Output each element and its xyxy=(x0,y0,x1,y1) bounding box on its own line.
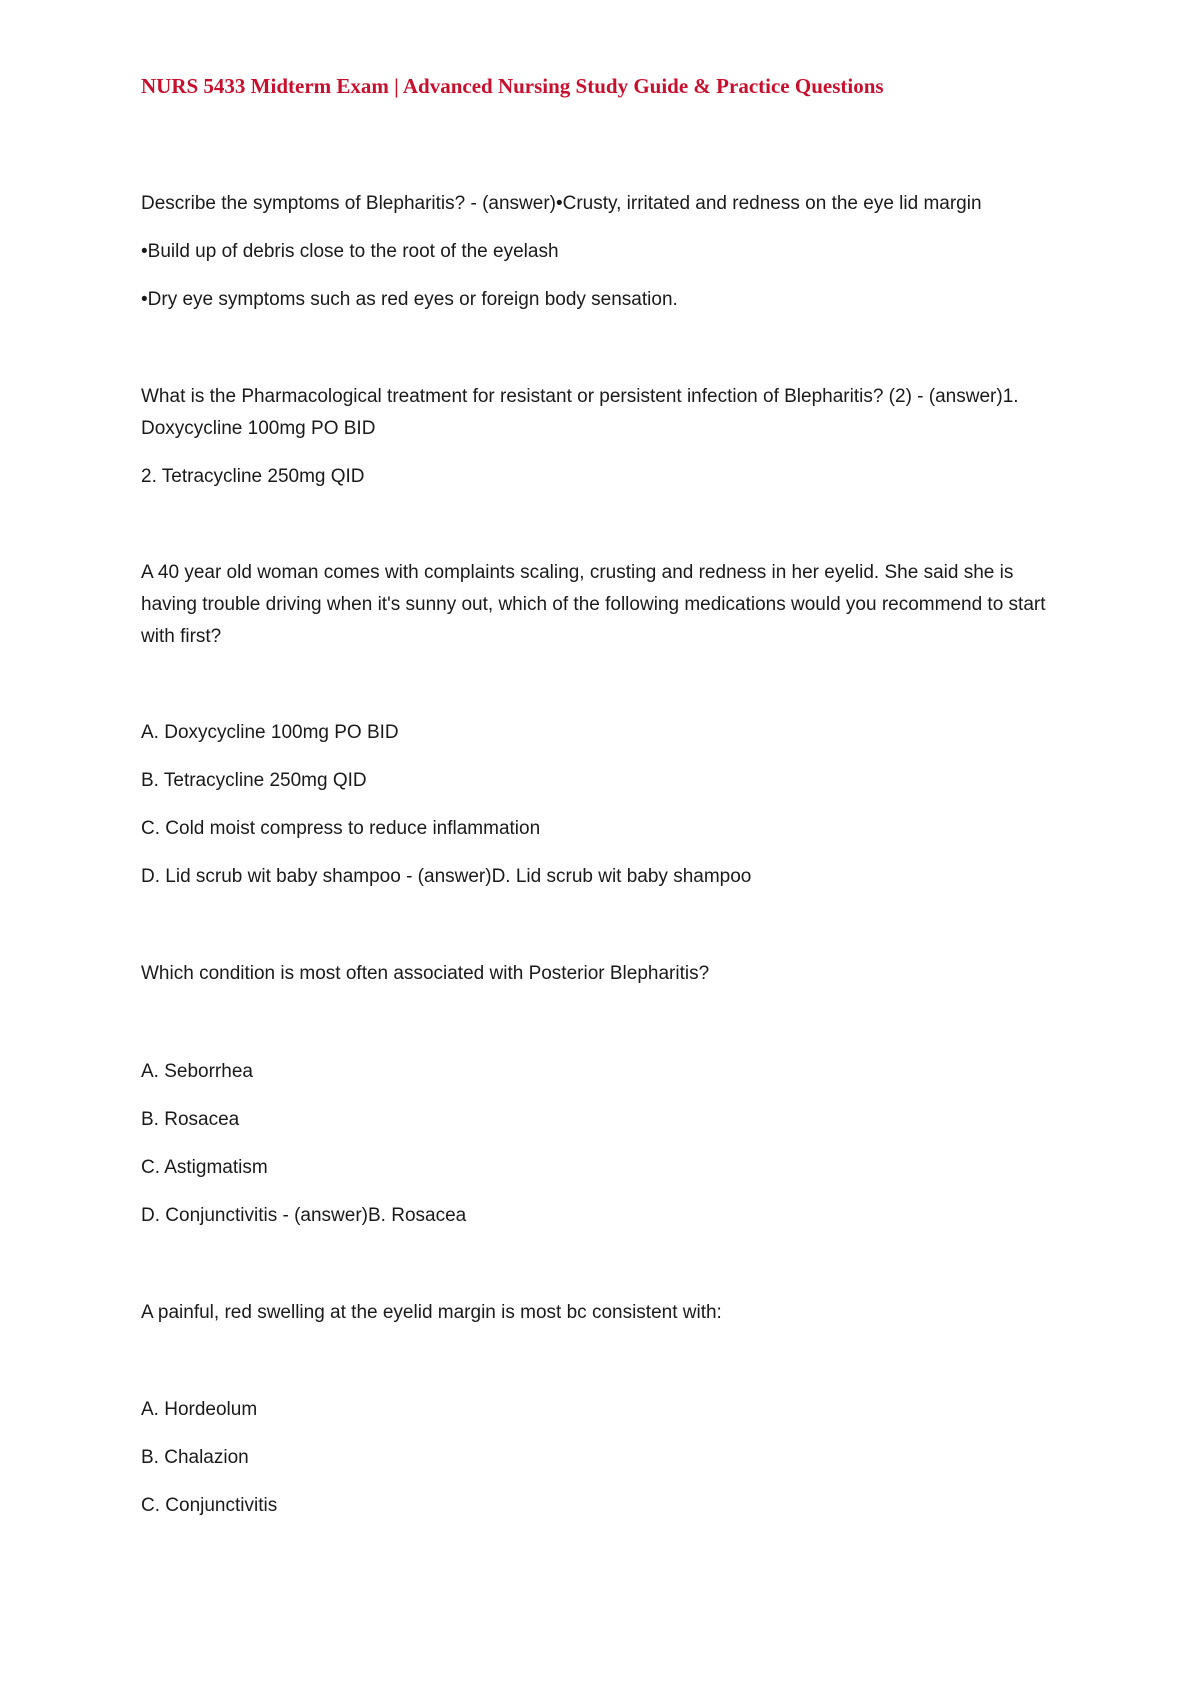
q3-option-c: C. Cold moist compress to reduce inflammation xyxy=(141,818,541,839)
q1-line-2: •Build up of debris close to the root of the eyelash xyxy=(141,241,559,262)
q3-option-d: D. Lid scrub wit baby shampoo - (answer)D. Lid scrub wit baby shampoo xyxy=(141,866,752,887)
q1-line-1: Describe the symptoms of Blepharitis? - (answer)•Crusty, irritated and redness on the eye lid margin xyxy=(141,193,982,214)
q1-line-3: •Dry eye symptoms such as red eyes or foreign body sensation. xyxy=(141,289,678,310)
q5-option-b: B. Chalazion xyxy=(141,1447,249,1468)
document-title: NURS 5433 Midterm Exam | Advanced Nursing Study Guide & Practice Questions xyxy=(141,74,884,98)
q4-option-d: D. Conjunctivitis - (answer)B. Rosacea xyxy=(141,1205,467,1226)
q4-option-a: A. Seborrhea xyxy=(141,1061,253,1082)
q5-option-a: A. Hordeolum xyxy=(141,1399,258,1420)
q2-line-2: 2. Tetracycline 250mg QID xyxy=(141,466,365,487)
q5-question: A painful, red swelling at the eyelid margin is most bc consistent with: xyxy=(141,1302,722,1323)
q3-question: A 40 year old woman comes with complaints scaling, crusting and redness in her eyelid. She said she is having trouble driving when it's sunny out, which of the following medications would you recommend to start with first? xyxy=(141,562,1046,647)
q3-option-b: B. Tetracycline 250mg QID xyxy=(141,770,367,791)
q2-question: What is the Pharmacological treatment for resistant or persistent infection of Blepharitis? (2) - (answer)1. Doxycycline 100mg PO BID xyxy=(141,386,1019,439)
q4-question: Which condition is most often associated with Posterior Blepharitis? xyxy=(141,963,710,984)
q4-option-b: B. Rosacea xyxy=(141,1109,240,1130)
q5-option-c: C. Conjunctivitis xyxy=(141,1495,278,1516)
q4-option-c: C. Astigmatism xyxy=(141,1157,268,1178)
q3-option-a: A. Doxycycline 100mg PO BID xyxy=(141,722,399,743)
